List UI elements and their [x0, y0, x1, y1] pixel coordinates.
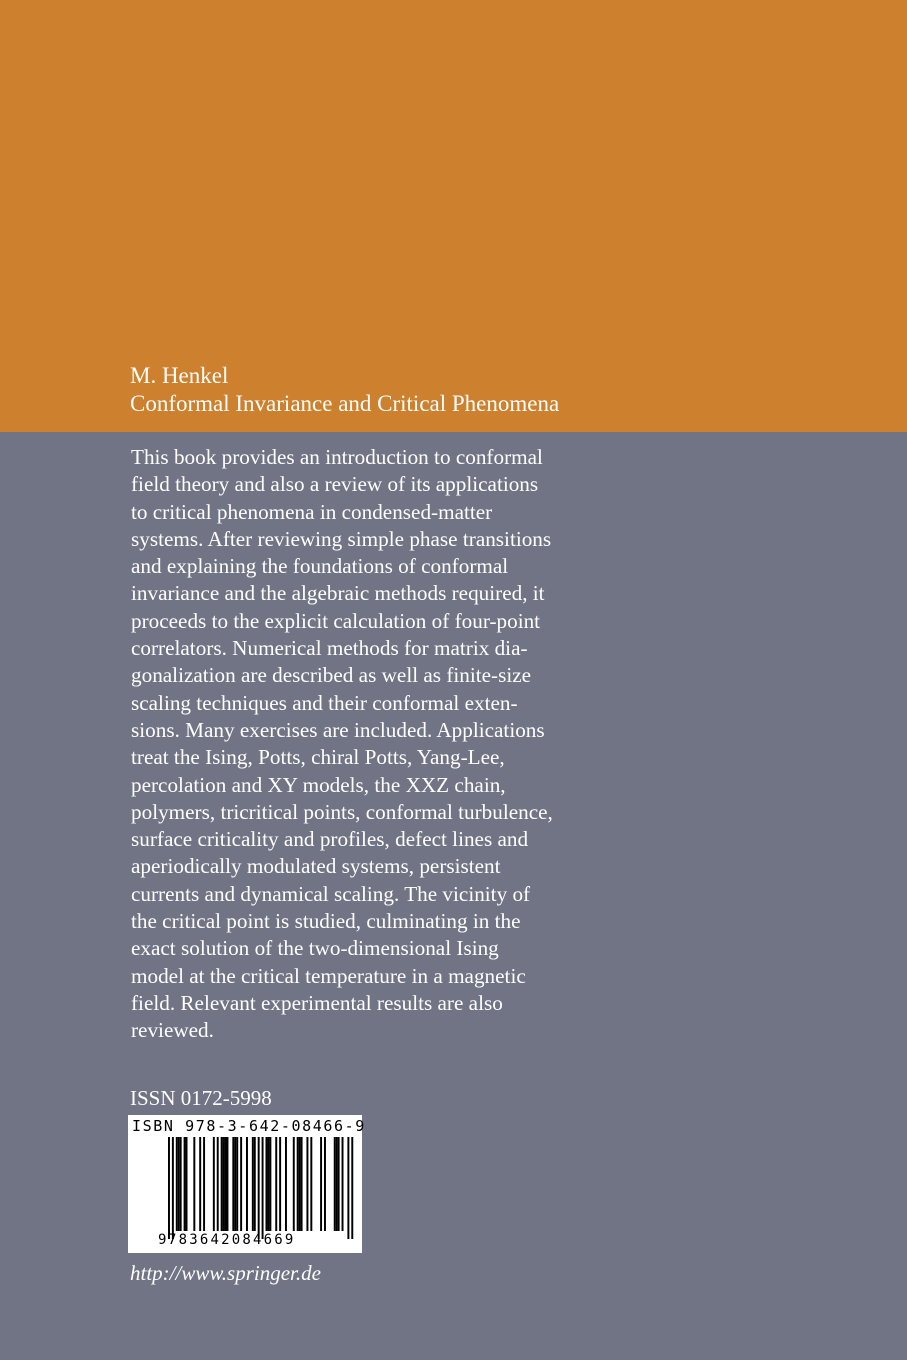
barcode-bar — [172, 1137, 174, 1239]
description-line: gonalization are described as well as finite-size — [131, 663, 532, 688]
barcode-bar — [213, 1137, 215, 1231]
barcode-bar — [236, 1137, 238, 1231]
barcode-bar — [299, 1137, 301, 1231]
barcode-bar — [258, 1137, 260, 1239]
description-line: systems. After reviewing simple phase transitions — [131, 526, 552, 551]
description-line: surface criticality and profiles, defect lines and — [131, 827, 529, 852]
description-line: treat the Ising, Potts, chiral Potts, Yang-Lee, — [131, 745, 505, 770]
description-line: to critical phenomena in condensed-matter — [131, 499, 493, 524]
publisher-url: http://www.springer.de — [130, 1261, 321, 1285]
description-line: field theory and also a review of its applications — [131, 472, 539, 497]
barcode-bar — [184, 1137, 186, 1231]
barcode-bar — [262, 1137, 264, 1239]
barcode-bar — [203, 1137, 205, 1231]
description-line: proceeds to the explicit calculation of four-point — [131, 608, 541, 633]
barcode-bar — [267, 1137, 269, 1231]
barcode-bar — [320, 1137, 322, 1231]
description-line: and explaining the foundations of conformal — [131, 554, 509, 579]
barcode-bar — [310, 1137, 312, 1231]
description-line: model at the critical temperature in a magnetic — [131, 963, 526, 988]
barcode-bar — [266, 1137, 268, 1231]
barcode-bar — [240, 1137, 242, 1231]
barcode-bar — [178, 1137, 180, 1231]
barcode-bar — [186, 1137, 188, 1231]
barcode-bar — [176, 1137, 178, 1231]
barcode-bar — [285, 1137, 287, 1231]
barcode-bar — [338, 1137, 340, 1231]
barcode-bar — [180, 1137, 182, 1231]
description-line: This book provides an introduction to conformal — [131, 445, 543, 469]
barcode-bar — [279, 1137, 281, 1231]
barcode-bar — [324, 1137, 326, 1231]
description-line: field. Relevant experimental results are also — [131, 990, 503, 1015]
description-line: aperiodically modulated systems, persistent — [131, 854, 501, 879]
barcode-digits: 783642084669 — [168, 1232, 296, 1248]
barcode-bar — [351, 1137, 353, 1239]
barcode-bar — [336, 1137, 338, 1231]
description-line: currents and dynamical scaling. The vicinity of — [131, 881, 531, 906]
author-name: M. Henkel — [130, 363, 229, 388]
description-line: invariance and the algebraic methods required, it — [131, 581, 545, 606]
barcode-bar — [334, 1137, 336, 1231]
barcode-bar — [293, 1137, 295, 1231]
barcode-bar — [227, 1137, 229, 1231]
barcode-bar — [168, 1137, 170, 1239]
description-line: percolation and XY models, the XXZ chain, — [131, 772, 506, 797]
barcode-bar — [246, 1137, 248, 1231]
barcode-bar — [269, 1137, 271, 1231]
barcode-bar — [252, 1137, 254, 1231]
barcode-bar — [217, 1137, 219, 1231]
description-line: reviewed. — [131, 1018, 214, 1043]
barcode-bar — [234, 1137, 236, 1231]
barcode-bar — [254, 1137, 256, 1231]
barcode-bar — [347, 1137, 349, 1239]
description-line: polymers, tricritical points, conformal turbulence, — [131, 799, 553, 824]
barcode-bar — [306, 1137, 308, 1231]
barcode-bar — [342, 1137, 344, 1231]
barcode-bar — [301, 1137, 303, 1231]
barcode-bar — [297, 1137, 299, 1231]
barcode-lead-digit: 9 — [158, 1232, 167, 1248]
description-line: correlators. Numerical methods for matrix dia- — [131, 636, 528, 661]
barcode-bar — [223, 1137, 225, 1231]
barcode-bar — [221, 1137, 223, 1231]
isbn-barcode — [128, 1115, 366, 1253]
book-title: Conformal Invariance and Critical Phenomena — [130, 391, 560, 416]
description-line: scaling techniques and their conformal exten- — [131, 690, 518, 715]
issn-number: ISSN 0172-5998 — [130, 1086, 272, 1110]
barcode-bar — [199, 1137, 201, 1231]
book-description — [131, 444, 631, 1045]
description-line: the critical point is studied, culminating in the — [131, 909, 521, 934]
barcode-isbn-label: ISBN 978-3-642-08466-9 — [132, 1117, 366, 1135]
barcode-bar — [225, 1137, 227, 1231]
description-line: sions. Many exercises are included. Applications — [131, 717, 545, 742]
description-line: exact solution of the two-dimensional Ising — [131, 936, 499, 961]
barcode-bar — [232, 1137, 234, 1231]
barcode-bar — [275, 1137, 277, 1231]
barcode-bar — [193, 1137, 195, 1231]
